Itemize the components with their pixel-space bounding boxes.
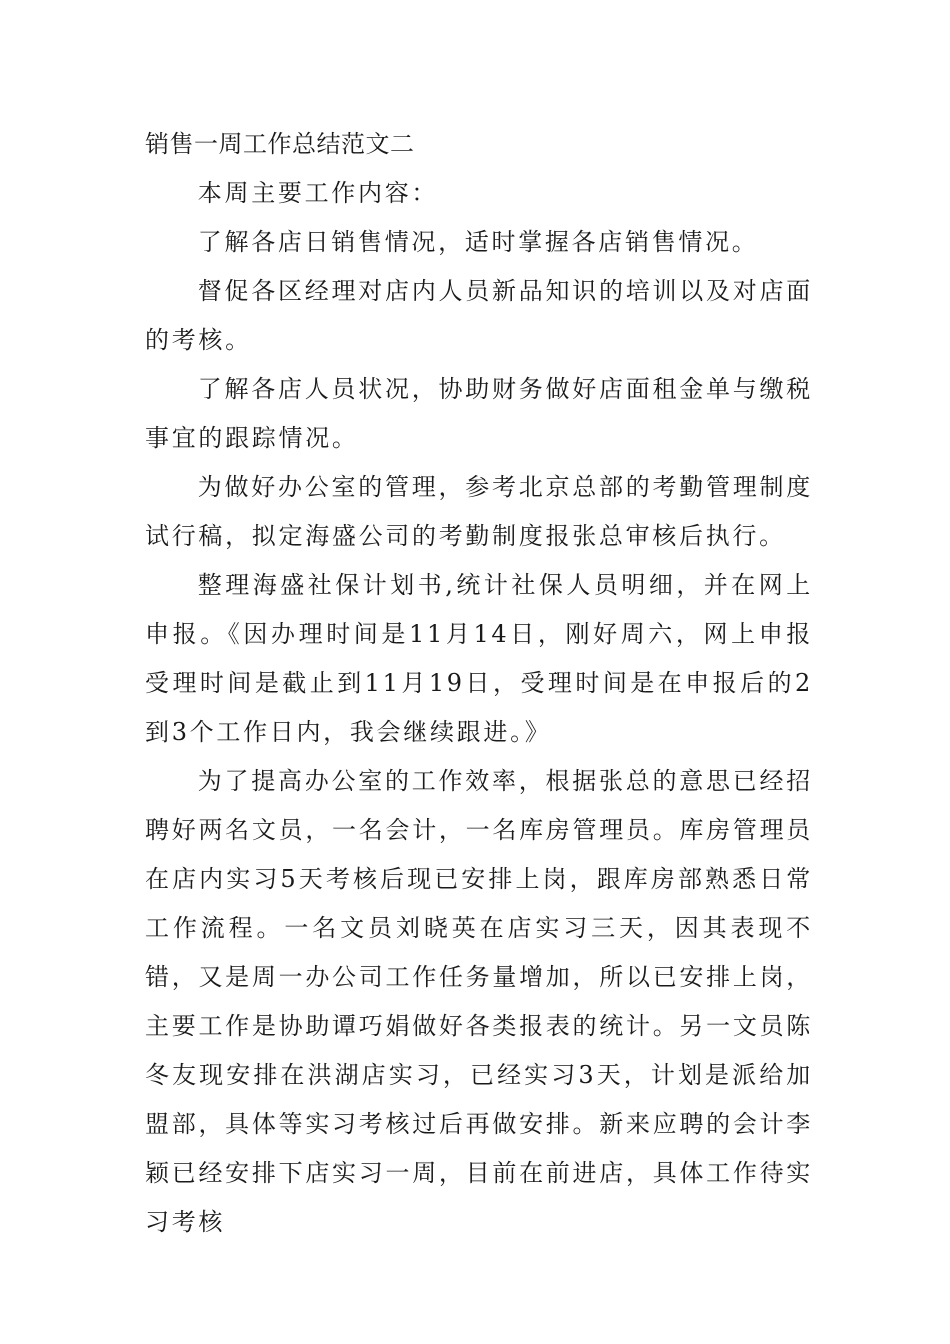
paragraph-daily-sales: 了解各店日销售情况，适时掌握各店销售情况。 xyxy=(197,228,759,256)
document-title: 销售一周工作总结范文二 xyxy=(145,130,415,158)
paragraph-staff-training: 督促各区经理对店内人员新品知识的培训以及对店面的考核。 xyxy=(145,277,813,354)
paragraph-social-insurance: 整理海盛社保计划书,统计社保人员明细，并在网上申报。《因办理时间是11月14日，刚好周六，网上申报受理时间是截止到11月19日，受理时间是在申报后的2到3个工作日内，我会继续跟进。》 xyxy=(145,571,813,746)
paragraph-rent-tax: 了解各店人员状况，协助财务做好店面租金单与缴税事宜的跟踪情况。 xyxy=(145,375,813,452)
paragraph-recruitment: 为了提高办公室的工作效率，根据张总的意思已经招聘好两名文员，一名会计，一名库房管理员。库房管理员在店内实习5天考核后现已安排上岗，跟库房部熟悉日常工作流程。一名文员刘晓英在店实习三天，因其表现不错，又是周一办公司工作任务量增加，所以已安排上岗，主要工作是协助谭巧娟做好各类报表的统计。另一文员陈冬友现安排在洪湖店实习，已经实习3天，计划是派给加盟部，具体等实习考核过后再做安排。新来应聘的会计李颖已经安排下店实习一周，目前在前进店，具体工作待实习考核 xyxy=(145,767,813,1236)
paragraph-work-intro: 本周主要工作内容： xyxy=(197,179,439,207)
document-page xyxy=(145,120,813,1247)
paragraph-attendance-policy: 为做好办公室的管理，参考北京总部的考勤管理制度试行稿，拟定海盛公司的考勤制度报张总审核后执行。 xyxy=(145,473,813,550)
